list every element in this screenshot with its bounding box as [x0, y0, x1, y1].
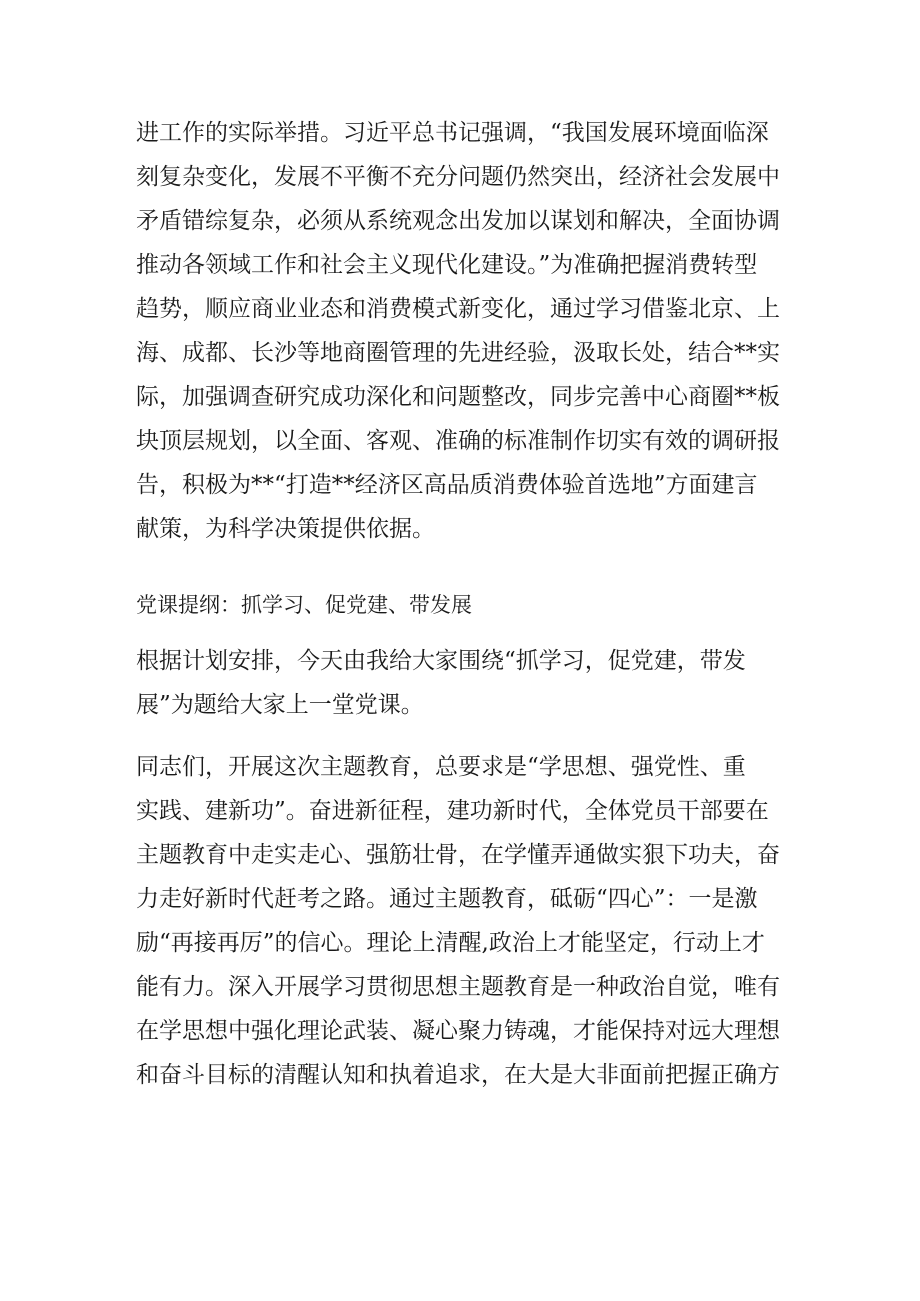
text-line: 趋势，顺应商业业态和消费模式新变化，通过学习借鉴北京、上: [136, 296, 780, 322]
text-line: 主题教育中走实走心、强筋壮骨，在学懂弄通做实狠下功夫，奋: [136, 842, 780, 868]
text-line: 际，加强调查研究成功深化和问题整改，同步完善中心商圈**板: [136, 384, 780, 410]
text-line: 献策，为科学决策提供依据。: [136, 516, 435, 542]
text-line: 根据计划安排，今天由我给大家围绕“抓学习，促党建，带发: [136, 648, 746, 674]
text-line: 告，积极为**“打造**经济区高品质消费体验首选地”方面建言: [136, 472, 758, 498]
text-line: 推动各领域工作和社会主义现代化建设。”为准确把握消费转型: [136, 252, 758, 278]
text-line: 能有力。深入开展学习贯彻思想主题教育是一种政治自觉，唯有: [136, 974, 780, 1000]
text-line: 励“再接再厉”的信心。理论上清醒,政治上才能坚定，行动上才: [136, 930, 765, 956]
section-heading: 党课提纲：抓学习、促党建、带发展: [136, 593, 472, 617]
text-line: 展”为题给大家上一堂党课。: [136, 692, 424, 718]
text-line: 和奋斗目标的清醒认知和执着追求，在大是大非面前把握正确方: [136, 1062, 780, 1088]
text-line: 力走好新时代赶考之路。通过主题教育，砥砺“四心”：一是激: [136, 886, 758, 912]
text-line: 海、成都、长沙等地商圈管理的先进经验，汲取长处，结合**实: [136, 340, 780, 366]
text-line: 同志们，开展这次主题教育，总要求是“学思想、强党性、重: [136, 754, 746, 780]
text-line: 实践、建新功”。奋进新征程，建功新时代，全体党员干部要在: [136, 798, 769, 824]
text-line: 在学思想中强化理论武装、凝心聚力铸魂，才能保持对远大理想: [136, 1018, 780, 1044]
text-line: 进工作的实际举措。习近平总书记强调，“我国发展环境面临深: [136, 120, 769, 146]
text-line: 块顶层规划，以全面、客观、准确的标准制作切实有效的调研报: [136, 428, 780, 454]
text-line: 矛盾错综复杂，必须从系统观念出发加以谋划和解决，全面协调: [136, 208, 780, 234]
text-line: 刻复杂变化，发展不平衡不充分问题仍然突出，经济社会发展中: [136, 164, 780, 190]
